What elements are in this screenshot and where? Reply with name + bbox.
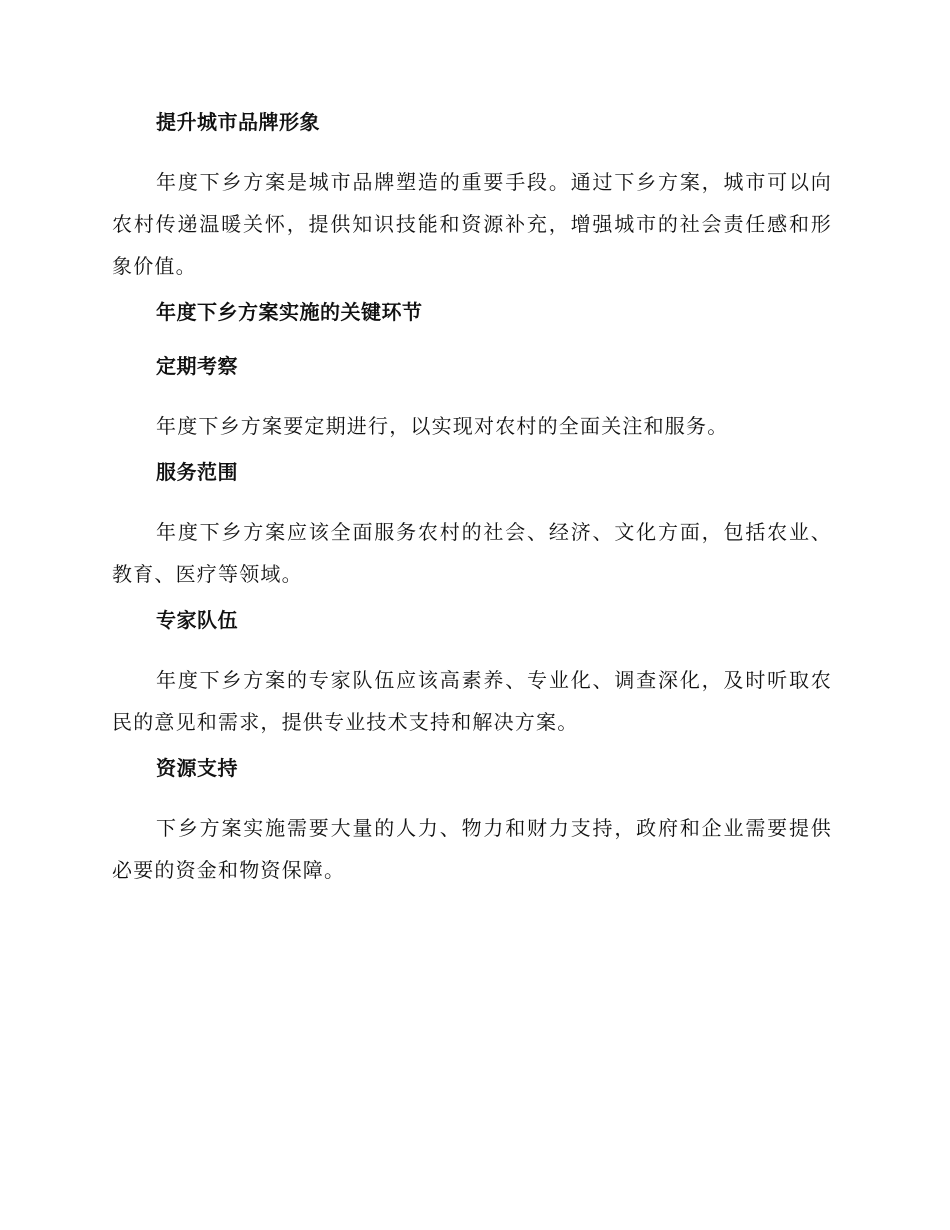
section-paragraph-expert-team: 年度下乡方案的专家队伍应该高素养、专业化、调查深化，及时听取农民的意见和需求，提供专业技术支持和解决方案。 [112,668,832,734]
section-paragraph-regular-inspection: 年度下乡方案要定期进行，以实现对农村的全面关注和服务。 [156,414,729,438]
section-paragraph-service-scope: 年度下乡方案应该全面服务农村的社会、经济、文化方面，包括农业、教育、医疗等领域。 [112,520,832,586]
section-heading-key-links: 年度下乡方案实施的关键环节 [156,300,423,324]
document-page [112,107,832,901]
section-heading-expert-team: 专家队伍 [156,608,238,632]
section-heading-brand-image: 提升城市品牌形象 [156,110,320,134]
section-heading-service-scope: 服务范围 [156,460,238,484]
section-paragraph-brand-image: 年度下乡方案是城市品牌塑造的重要手段。通过下乡方案，城市可以向农村传递温暖关怀，提供知识技能和资源补充，增强城市的社会责任感和形象价值。 [112,170,832,278]
section-paragraph-resource-support: 下乡方案实施需要大量的人力、物力和财力支持，政府和企业需要提供必要的资金和物资保障。 [112,816,832,882]
section-heading-regular-inspection: 定期考察 [156,354,238,378]
section-heading-resource-support: 资源支持 [156,756,238,780]
